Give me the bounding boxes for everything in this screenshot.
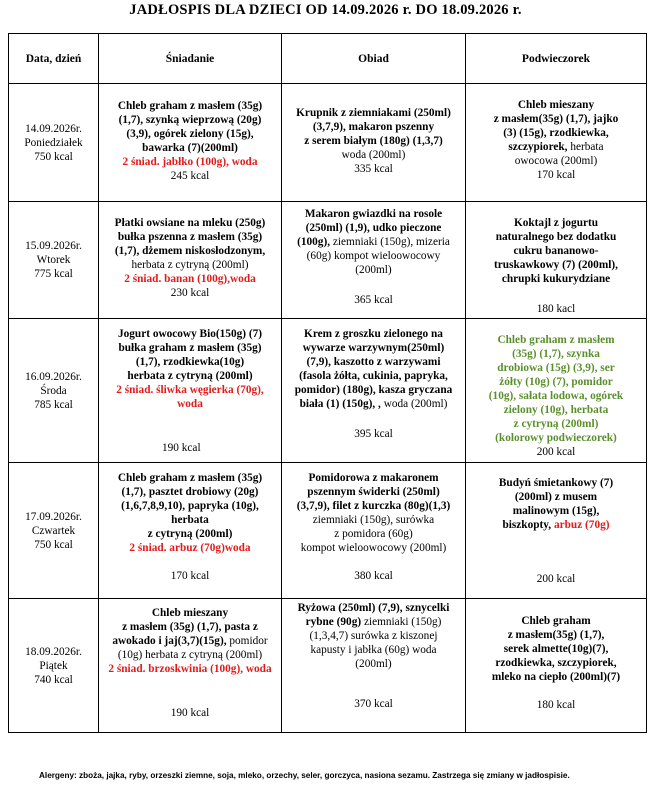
table-row [9, 599, 647, 733]
table-row [9, 319, 647, 463]
snack-line: Koktajl z jogurtu [513, 217, 599, 229]
breakfast-line: (1,6,7,8,9,10), papryka (10g), [121, 500, 259, 512]
lunch-line: (7,9), kaszotto z warzywami [306, 356, 441, 368]
snack-fruit: arbuz (70g) [553, 519, 610, 531]
snack-line: owocowa (200ml) [514, 155, 598, 167]
snack-line: z masłem(35g) (1,7), [507, 629, 605, 641]
snack-line: (10g), sałata lodowa, ogórek [488, 390, 624, 402]
lunch-line: Makaron gwiazdki na rosole [304, 208, 443, 220]
snack-kcal: 200 kcal [536, 446, 576, 458]
date-text: 15.09.2026r. [25, 240, 82, 252]
second-breakfast: 2 śniad. arbuz (70g)woda [129, 542, 251, 554]
snack-line: Chleb graham [521, 615, 591, 627]
breakfast-cell [99, 463, 282, 599]
snack-kcal: 170 kcal [536, 169, 576, 181]
lunch-cell [282, 319, 466, 463]
lunch-line: (3,7,9), filet z kurczka (80g)(1,3) [296, 500, 451, 512]
lunch-line: wywarze warzywnym(250ml) [302, 342, 445, 354]
snack-line: (3) (15g), rzodkiewka, [503, 127, 609, 139]
breakfast-kcal: 230 kcal [170, 287, 210, 299]
breakfast-kcal: 170 kcal [170, 570, 210, 582]
table-row [9, 463, 647, 599]
lunch-cell [282, 202, 466, 319]
date-text: 18.09.2026r. [25, 645, 82, 658]
lunch-kcal: 335 kcal [354, 163, 393, 175]
breakfast-cell [99, 202, 282, 319]
snack-line: z cytryną (200ml) [513, 418, 599, 430]
lunch-line: kompot wieloowocowy (200ml) [300, 542, 447, 554]
breakfast-cell [99, 599, 282, 733]
lunch-line: pomidor) (180g), kasza gryczana [294, 384, 453, 396]
snack-line: Budyń śmietankowy (7) [498, 477, 614, 489]
day-kcal: 775 kcal [34, 268, 73, 280]
breakfast-line: (3,9), ogórek zielony (15g), [126, 128, 254, 140]
day-name: Czwartek [31, 524, 76, 537]
breakfast-line: Chleb mieszany [151, 607, 229, 619]
menu-table [8, 33, 647, 733]
breakfast-line: (1,7), szynką wieprzową (20g) [118, 114, 262, 126]
breakfast-line: z masłem (35g) (1,7), pasta z [122, 621, 258, 633]
snack-line: (200ml) z musem [514, 491, 598, 503]
snack-line: drobiowa (15g) (3,9), ser [497, 362, 615, 374]
day-name: Poniedziałek [24, 136, 83, 149]
lunch-line: Ryżowa (250ml) (7,9), sznycelki [297, 602, 450, 614]
snack-line: herbata [570, 141, 604, 153]
header-snack: Podwieczorek [466, 34, 647, 84]
snack-line: z masłem(35g) (1,7), jajko [493, 113, 619, 125]
second-breakfast: woda [177, 398, 203, 410]
second-breakfast: 2 śniad. jabłko (100g), woda [122, 156, 258, 168]
table-row [9, 202, 647, 319]
snack-line: Chleb graham z masłem [497, 334, 615, 346]
breakfast-kcal: 190 kcal [162, 442, 201, 454]
breakfast-line: Chleb graham z masłem (35g) [117, 100, 263, 112]
second-breakfast: 2 śniad. brzoskwinia (100g), woda [108, 663, 272, 675]
lunch-line: z pomidora (60g) [334, 528, 413, 540]
lunch-kcal: 370 kcal [354, 698, 393, 710]
snack-line: szczypiorek, [508, 141, 568, 153]
day-name: Piątek [39, 659, 68, 672]
lunch-line: kapusty i jabłka (60g) woda [310, 644, 437, 656]
table-row [9, 84, 647, 202]
lunch-kcal: 380 kcal [354, 570, 393, 582]
snack-line: mleko na ciepło (200ml)(7) [491, 671, 621, 683]
lunch-kcal: 395 kcal [354, 428, 393, 440]
breakfast-line: Jogurt owocowy Bio(150g) (7) [117, 328, 262, 340]
lunch-line: (250ml) (1,9), udko pieczone [305, 222, 442, 234]
snack-kcal: 180 kacl [536, 303, 576, 315]
header-date: Data, dzień [9, 34, 99, 84]
breakfast-line: awokado i jaj(3,7)(15g), [112, 635, 227, 647]
allergens-note: Alergeny: zboża, jajka, ryby, orzeszki ziemne, soja, mleko, orzechy, seler, gorczyca, nasiona sezamu. Zastrzega się zmiany w jadłospisie. [39, 771, 570, 780]
breakfast-line: z cytryną (200ml) [147, 528, 233, 540]
table-header-row [9, 34, 647, 84]
day-kcal: 750 kcal [34, 538, 73, 551]
lunch-line: Krem z groszku zielonego na [304, 328, 443, 340]
breakfast-line: bawarka (7)(200ml) [142, 142, 238, 154]
breakfast-line: (10g) herbata z cytryną (200ml) [117, 649, 263, 661]
lunch-line: ziemniaki (150g), mizeria [332, 236, 450, 248]
breakfast-kcal: 190 kcal [170, 707, 210, 719]
snack-line: naturalnego bez dodatku [495, 231, 617, 243]
second-breakfast: 2 śniad. śliwka węgierka (70g), [116, 384, 264, 396]
lunch-line: z serem białym (180g) (1,3,7) [304, 135, 443, 147]
lunch-line: pszennym świderki (250ml) [307, 486, 440, 498]
snack-line: biszkopty, [502, 519, 552, 531]
lunch-line: (200ml) [355, 658, 392, 670]
breakfast-line: bułka pszenna z masłem (35g) [117, 231, 263, 243]
lunch-line: rybne (90g) [305, 616, 362, 628]
snack-line: serek almette(10g)(7), [503, 643, 609, 655]
day-kcal: 750 kcal [34, 150, 73, 163]
breakfast-line: bułka graham z masłem (35g) [118, 342, 262, 354]
breakfast-cell [99, 319, 282, 463]
snack-line: Chleb mieszany [517, 99, 595, 111]
day-kcal: 740 kcal [34, 673, 73, 686]
lunch-line: biała (1) (150g), , [299, 398, 381, 410]
date-text: 17.09.2026r. [25, 510, 82, 523]
header-breakfast: Śniadanie [99, 34, 282, 84]
breakfast-line: (1,7), rzodkiewka(10g) [135, 356, 245, 368]
snack-line: (35g) (1,7), szynka [512, 348, 600, 360]
breakfast-line: herbata z cytryną (200ml) [131, 259, 249, 271]
lunch-line: (100g), [297, 236, 331, 248]
date-cell [9, 319, 99, 463]
lunch-cell [282, 463, 466, 599]
lunch-cell [282, 599, 466, 733]
snack-cell [466, 202, 647, 319]
snack-line: cukru bananowo- [513, 245, 599, 257]
lunch-line: (fasola żółta, cukinia, papryka, [299, 370, 448, 382]
date-cell [9, 202, 99, 319]
page-title: JADŁOSPIS DLA DZIECI OD 14.09.2026 r. DO 18.09.2026 r. [129, 2, 522, 18]
snack-line: żółty (10g) (7), pomidor [499, 376, 613, 388]
lunch-line: Krupnik z ziemniakami (250ml) [296, 107, 451, 119]
snack-line: rzodkiewka, szczypiorek, [495, 657, 617, 669]
snack-line: chrupki kukurydziane [501, 273, 611, 285]
breakfast-line: (1,7), dżemem niskosłodzonym, [114, 245, 266, 257]
breakfast-line: herbata z cytryną (200ml) [127, 370, 253, 382]
snack-cell [466, 463, 647, 599]
date-cell [9, 599, 99, 733]
lunch-line: ziemniaki (150g) [363, 616, 442, 628]
date-cell [9, 463, 99, 599]
lunch-line: (60g) kompot wieloowocowy [306, 250, 441, 262]
lunch-kcal: 365 kcal [354, 294, 393, 306]
day-name: Wtorek [36, 254, 71, 266]
lunch-line: ziemniaki (150g), surówka [312, 514, 435, 526]
date-text: 16.09.2026r. [25, 370, 82, 383]
header-lunch: Obiad [282, 34, 466, 84]
lunch-line: (200ml) [355, 264, 392, 276]
lunch-line: (3,7,9), makaron pszenny [312, 121, 435, 133]
breakfast-kcal: 245 kcal [170, 170, 210, 182]
date-cell [9, 84, 99, 202]
lunch-line: woda (200ml) [383, 398, 448, 410]
snack-line: zielony (10g), herbata [503, 404, 609, 416]
breakfast-line: Chleb graham z masłem (35g) [117, 472, 263, 484]
snack-kcal: 200 kcal [536, 573, 576, 585]
snack-cell [466, 84, 647, 202]
breakfast-line: herbata [171, 514, 209, 526]
snack-line: malinowym (15g), [512, 505, 600, 517]
lunch-line: woda (200ml) [341, 149, 406, 161]
snack-kcal: 180 kcal [536, 699, 576, 711]
snack-cell [466, 319, 647, 463]
date-text: 14.09.2026r. [25, 122, 82, 135]
day-name: Środa [40, 384, 67, 397]
lunch-cell [282, 84, 466, 202]
breakfast-line: (1,7), pasztet drobiowy (20g) [121, 486, 259, 498]
lunch-line: Pomidorowa z makaronem [308, 472, 439, 484]
breakfast-cell [99, 84, 282, 202]
lunch-line: (1,3,4,7) surówka z kiszonej [309, 630, 438, 642]
breakfast-line: Płatki owsiane na mleku (250g) [114, 217, 266, 229]
snack-line: truskawkowy (7) (200ml), [494, 259, 618, 271]
day-kcal: 785 kcal [34, 398, 73, 411]
snack-cell [466, 599, 647, 733]
snack-line: (kolorowy podwieczorek) [495, 432, 617, 444]
second-breakfast: 2 śniad. banan (100g),woda [124, 273, 256, 285]
breakfast-line: pomidor [229, 635, 268, 647]
